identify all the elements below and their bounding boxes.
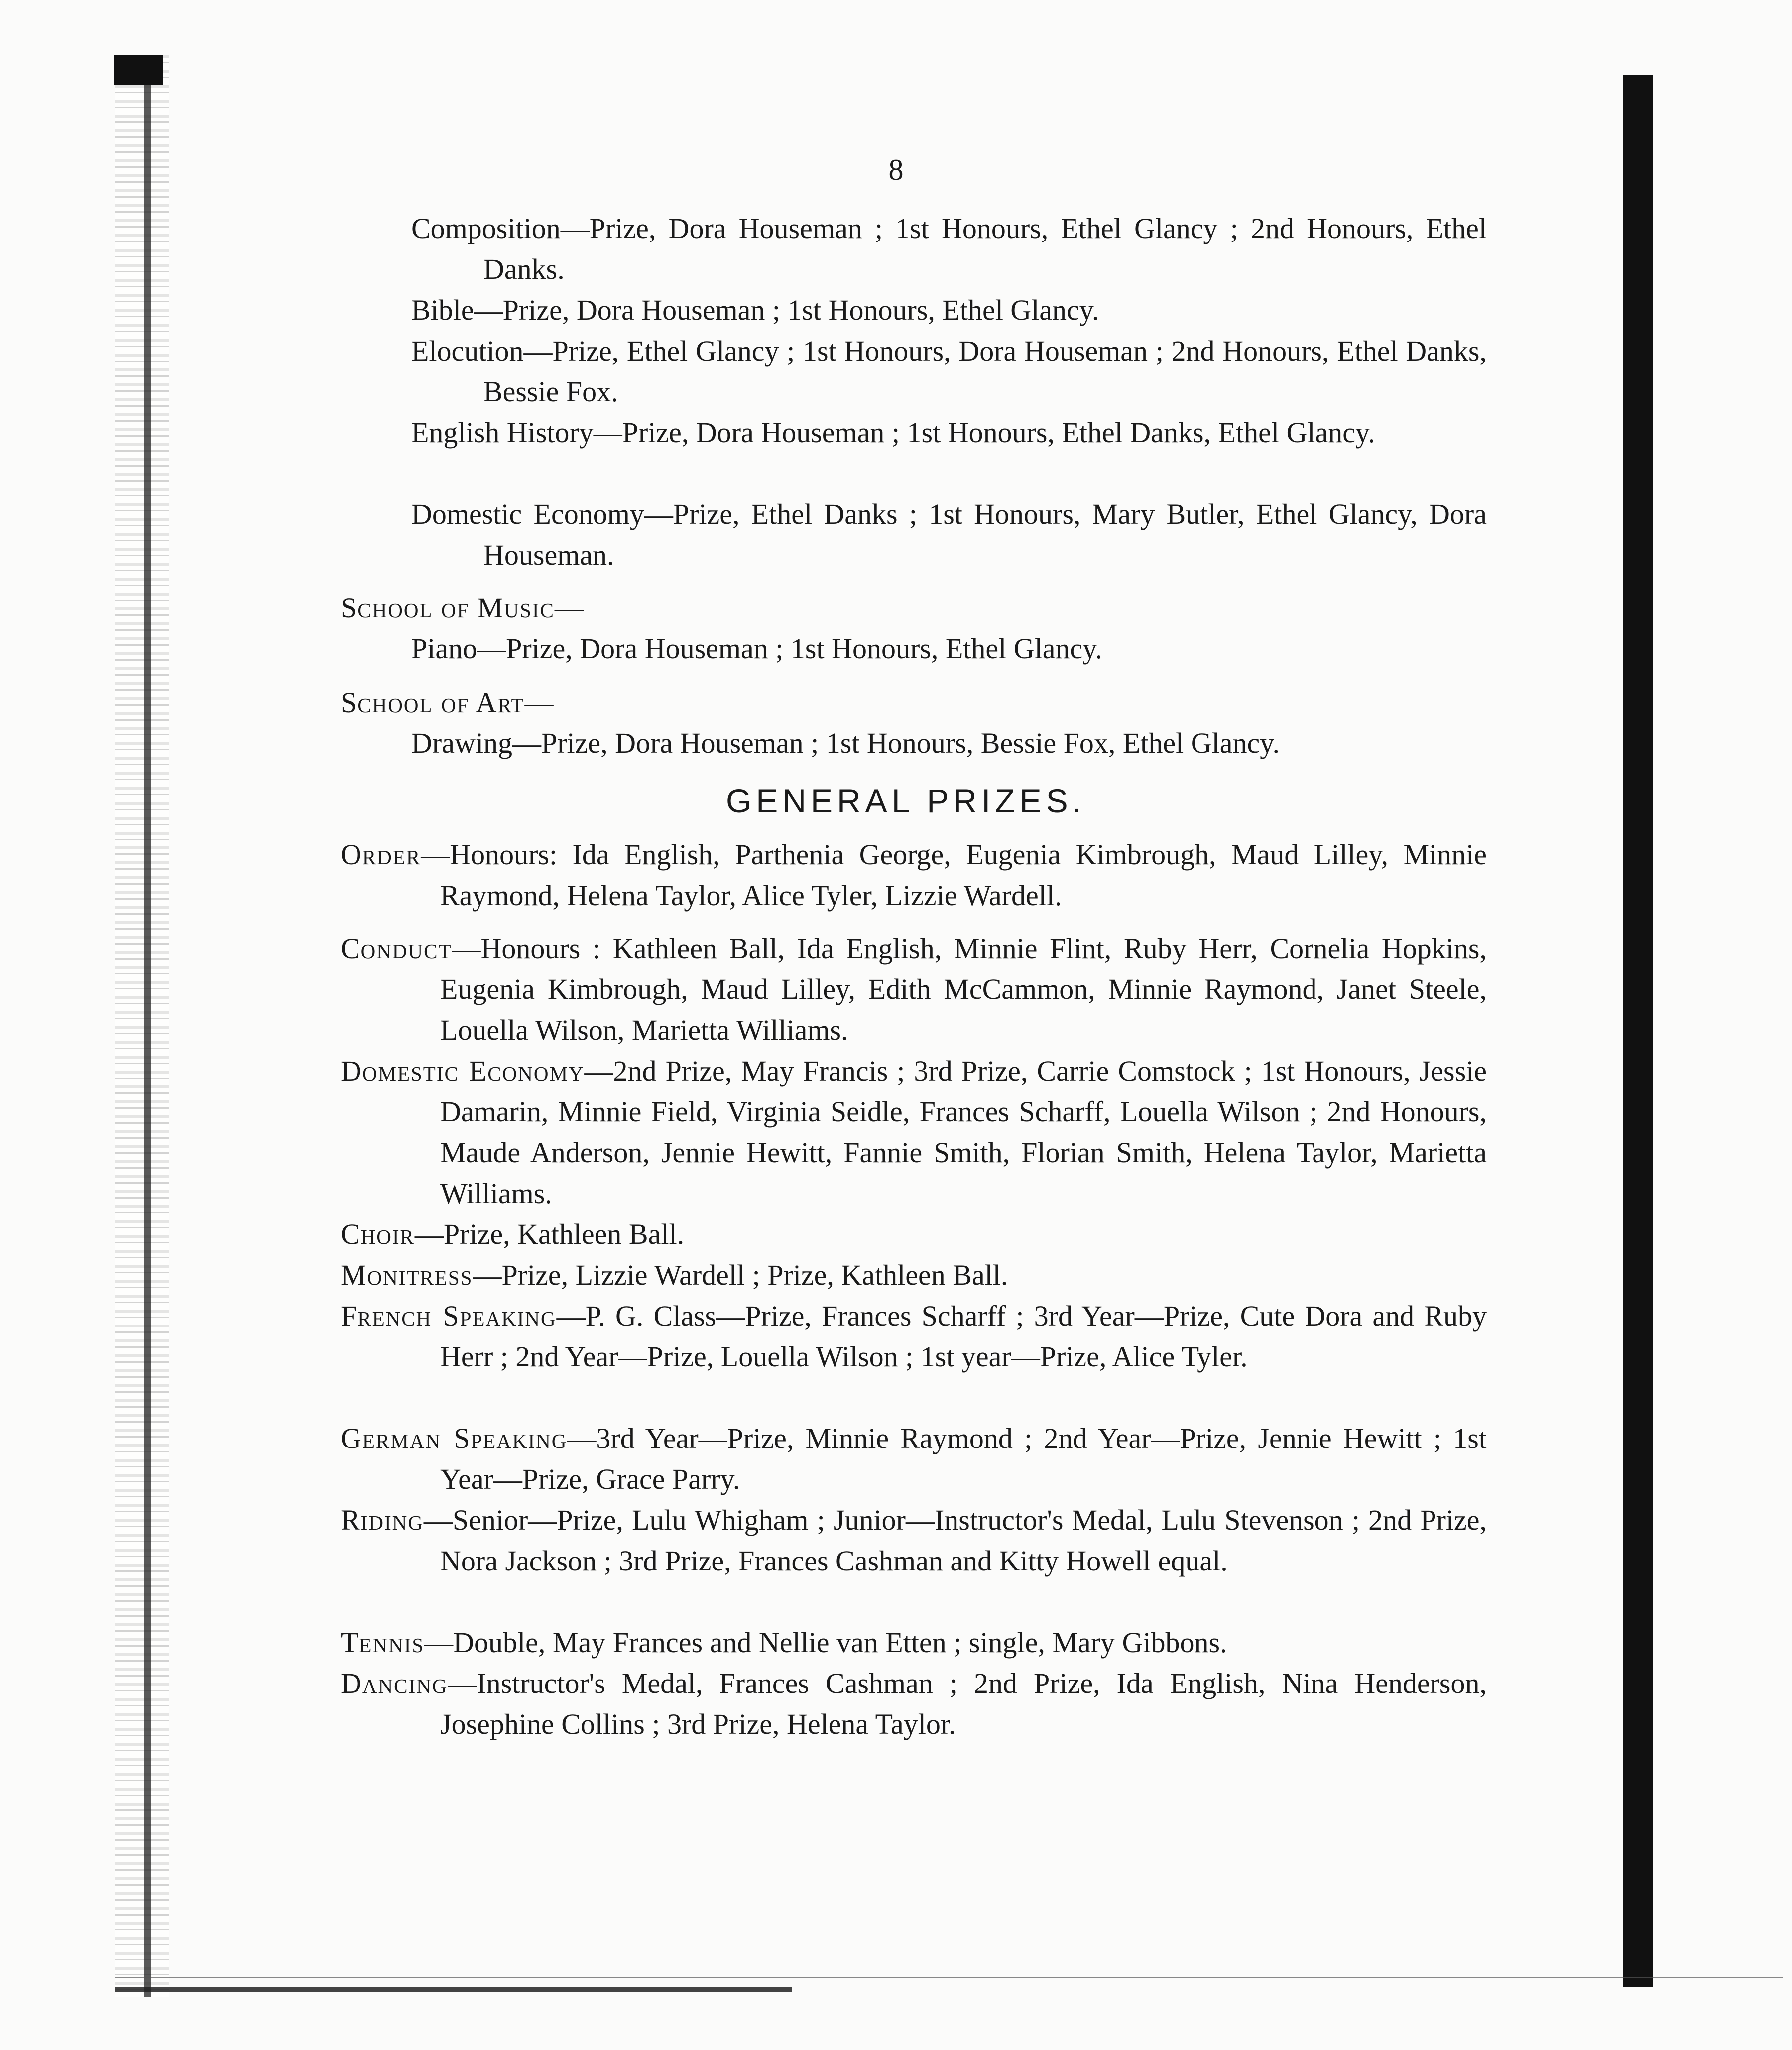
general-entry-monitress <box>341 1255 1487 1296</box>
scan-edge-left <box>115 55 169 1997</box>
entry-text: —Honours : Kathleen Ball, Ida English, Minnie Flint, Ruby Herr, Cornelia Hopkins, Eugenia Kimbrough, Maud Lilley, Edith McCammon, Minnie Raymond, Janet Steele, Louella Wilson, Marietta Williams. <box>440 932 1487 1046</box>
subject-entry: English History—Prize, Dora Houseman ; 1st Honours, Ethel Danks, Ethel Glancy. <box>411 416 1375 449</box>
general-entry-german-speaking <box>341 1418 1487 1500</box>
entry-text: —Instructor's Medal, Frances Cashman ; 2nd Prize, Ida English, Nina Henderson, Josephine Collins ; 3rd Prize, Helena Taylor. <box>440 1667 1487 1740</box>
general-entry-domestic-economy <box>341 1051 1487 1214</box>
subject-entry: Bible—Prize, Dora Houseman ; 1st Honours, Ethel Glancy. <box>411 294 1099 326</box>
entry-label: Conduct <box>341 932 452 965</box>
scan-edge-right <box>1623 75 1653 1987</box>
scan-bottom-rule <box>115 1977 1783 1978</box>
general-entry-french-speaking <box>341 1296 1487 1377</box>
subject-entry: Domestic Economy—Prize, Ethel Danks ; 1st Honours, Mary Butler, Ethel Glancy, Dora Houseman. <box>411 498 1487 571</box>
scan-corner-mark <box>114 55 163 85</box>
entry-text: —Senior—Prize, Lulu Whigham ; Junior—Instructor's Medal, Lulu Stevenson ; 2nd Prize, Nora Jackson ; 3rd Prize, Frances Cashman and Kitty Howell equal. <box>423 1504 1487 1577</box>
entry-label: Monitress <box>341 1259 473 1291</box>
entry-text: —2nd Prize, May Francis ; 3rd Prize, Carrie Comstock ; 1st Honours, Jessie Damarin, Minnie Field, Virginia Seidle, Frances Scharff, Louella Wilson ; 2nd Honours, Maude Anderson, Jennie Hewitt, Fannie Smith, Florian Smith, Helena Taylor, Marietta Williams. <box>440 1055 1487 1209</box>
entry-text: —Prize, Kathleen Ball. <box>414 1218 685 1250</box>
page-number: 8 <box>888 153 904 186</box>
music-entry: Piano—Prize, Dora Houseman ; 1st Honours, Ethel Glancy. <box>411 632 1102 665</box>
subject-entry: Elocution—Prize, Ethel Glancy ; 1st Honours, Dora Houseman ; 2nd Honours, Ethel Danks, Bessie Fox. <box>411 335 1487 408</box>
entry-label: German Speaking <box>341 1422 568 1454</box>
entry-text: —3rd Year—Prize, Minnie Raymond ; 2nd Year—Prize, Jennie Hewitt ; 1st Year—Prize, Grace Parry. <box>440 1422 1487 1495</box>
school-of-music-heading: School of Music— <box>341 592 585 624</box>
scan-binding-line <box>144 55 151 1997</box>
entry-label: Tennis <box>341 1626 425 1659</box>
entry-label: Domestic Economy <box>341 1055 585 1087</box>
entry-label: Dancing <box>341 1667 448 1699</box>
scan-edge-bottom <box>115 1987 792 1992</box>
entry-label: Choir <box>341 1218 415 1250</box>
entry-label: Order <box>341 839 421 871</box>
general-entry-conduct <box>341 928 1487 1051</box>
general-entry-riding <box>341 1500 1487 1581</box>
subject-entry: Composition—Prize, Dora Houseman ; 1st Honours, Ethel Glancy ; 2nd Honours, Ethel Danks. <box>411 212 1487 285</box>
school-of-art-heading: School of Art— <box>341 686 555 719</box>
general-entry-dancing <box>341 1663 1487 1745</box>
art-entry: Drawing—Prize, Dora Houseman ; 1st Honours, Bessie Fox, Ethel Glancy. <box>411 727 1280 759</box>
general-entry-choir <box>341 1214 1487 1255</box>
entry-text: —Prize, Lizzie Wardell ; Prize, Kathleen Ball. <box>473 1259 1008 1291</box>
entry-text: —P. G. Class—Prize, Frances Scharff ; 3rd Year—Prize, Cute Dora and Ruby Herr ; 2nd Year—Prize, Louella Wilson ; 1st year—Prize, Alice Tyler. <box>440 1300 1487 1373</box>
entry-text: —Honours: Ida English, Parthenia George, Eugenia Kimbrough, Maud Lilley, Minnie Raymond, Helena Taylor, Alice Tyler, Lizzie Wardell. <box>421 839 1487 912</box>
entry-text: —Double, May Frances and Nellie van Etten ; single, Mary Gibbons. <box>424 1626 1227 1659</box>
general-entry-order <box>341 835 1487 916</box>
entry-label: Riding <box>341 1504 424 1536</box>
entry-label: French Speaking <box>341 1300 557 1332</box>
general-entry-tennis <box>341 1622 1487 1663</box>
general-prizes-heading: GENERAL PRIZES. <box>725 782 1086 819</box>
